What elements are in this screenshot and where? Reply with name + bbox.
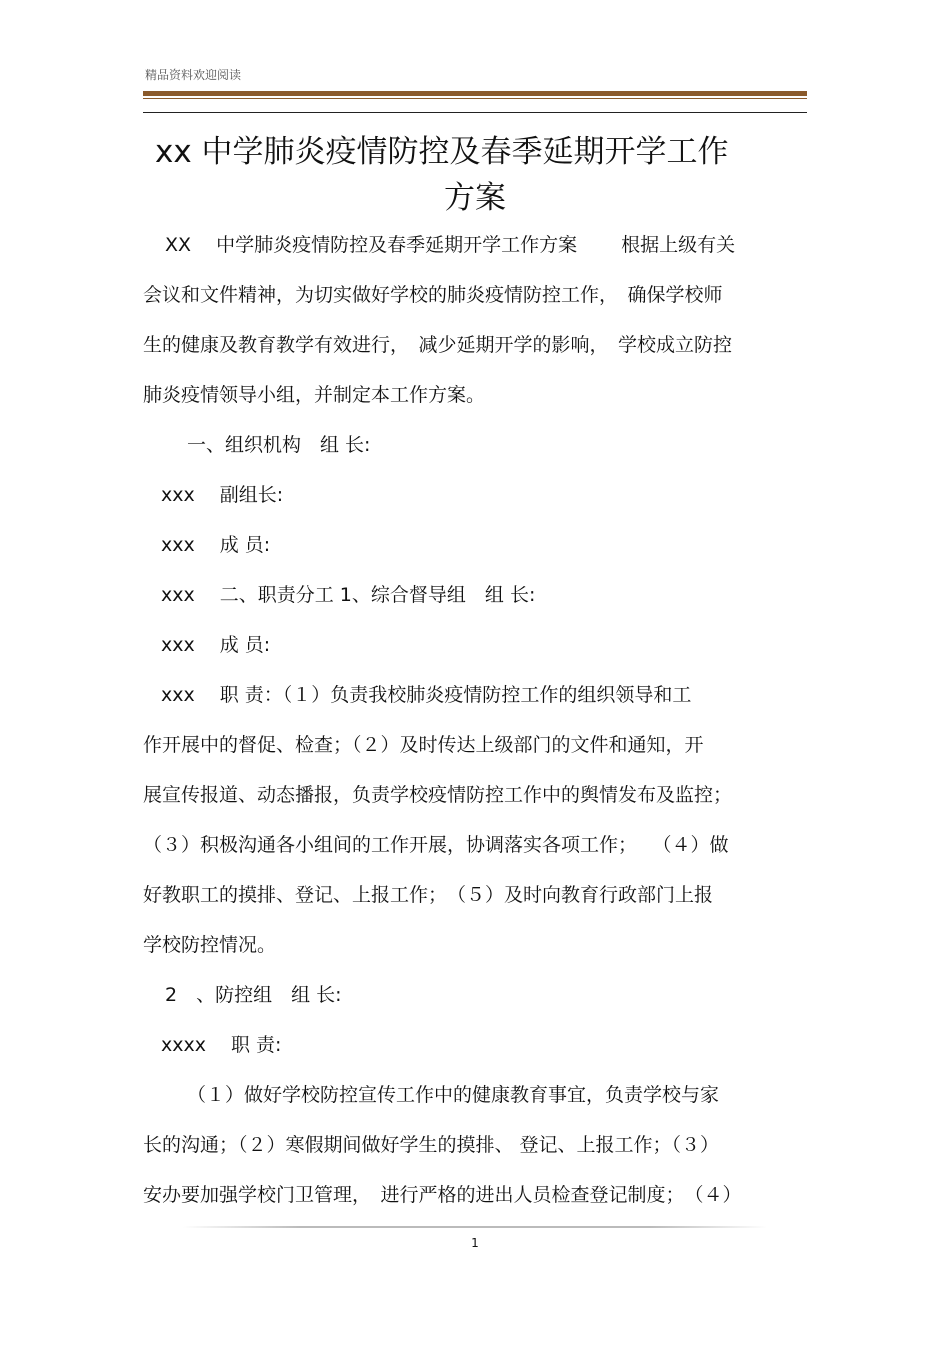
- page-number: 1: [471, 1236, 479, 1250]
- body-line: xxx 成 员:: [161, 534, 271, 556]
- page-header-text: 精品资料欢迎阅读: [145, 68, 242, 82]
- document-title-line1: xx 中学肺炎疫情防控及春季延期开学工作: [155, 134, 729, 170]
- body-line: （３）积极沟通各小组间的工作开展，协调落实各项工作； （４）做: [143, 834, 729, 856]
- body-line: 学校防控情况。: [143, 934, 277, 956]
- body-line: 安办要加强学校门卫管理， 进行严格的进出人员检查登记制度； （４）: [143, 1184, 742, 1206]
- body-line: 生的健康及教育教学有效进行， 减少延期开学的影响， 学校成立防控: [143, 334, 733, 356]
- body-line: xxx 成 员:: [161, 634, 271, 656]
- body-line: xxx 副组长:: [161, 484, 284, 506]
- body-line: 肺炎疫情领导小组，并制定本工作方案。: [143, 384, 486, 406]
- body-line: 展宣传报道、动态播报，负责学校疫情防控工作中的舆情发布及监控；: [143, 784, 733, 806]
- header-rule-thick: [143, 91, 807, 96]
- header-rule-thin: [143, 98, 807, 99]
- header-rule-dark: [143, 112, 807, 113]
- body-line: 好教职工的摸排、登记、上报工作； （５）及时向教育行政部门上报: [143, 884, 714, 906]
- body-line: XX 中学肺炎疫情防控及春季延期开学工作方案 根据上级有关: [165, 234, 736, 256]
- body-line: xxxx 职 责:: [161, 1034, 282, 1056]
- footer-rule: [183, 1226, 767, 1228]
- body-line: 会议和文件精神，为切实做好学校的肺炎疫情防控工作， 确保学校师: [143, 284, 723, 306]
- body-line: 一、组织机构 组 长:: [187, 434, 371, 456]
- document-title-line2: 方案: [444, 180, 506, 216]
- body-line: 作开展中的督促、检查；（２）及时传达上级部门的文件和通知，开: [143, 734, 704, 756]
- body-line: xxx 职 责：（１）负责我校肺炎疫情防控工作的组织领导和工: [161, 684, 692, 706]
- body-line: （１）做好学校防控宣传工作中的健康教育事宜，负责学校与家: [187, 1084, 720, 1106]
- body-line: 长的沟通；（２）寒假期间做好学生的摸排、 登记、上报工作；（３）: [143, 1134, 720, 1156]
- body-line: xxx 二、职责分工 1、综合督导组 组 长:: [161, 584, 536, 606]
- body-line: 2 、防控组 组 长:: [165, 984, 342, 1006]
